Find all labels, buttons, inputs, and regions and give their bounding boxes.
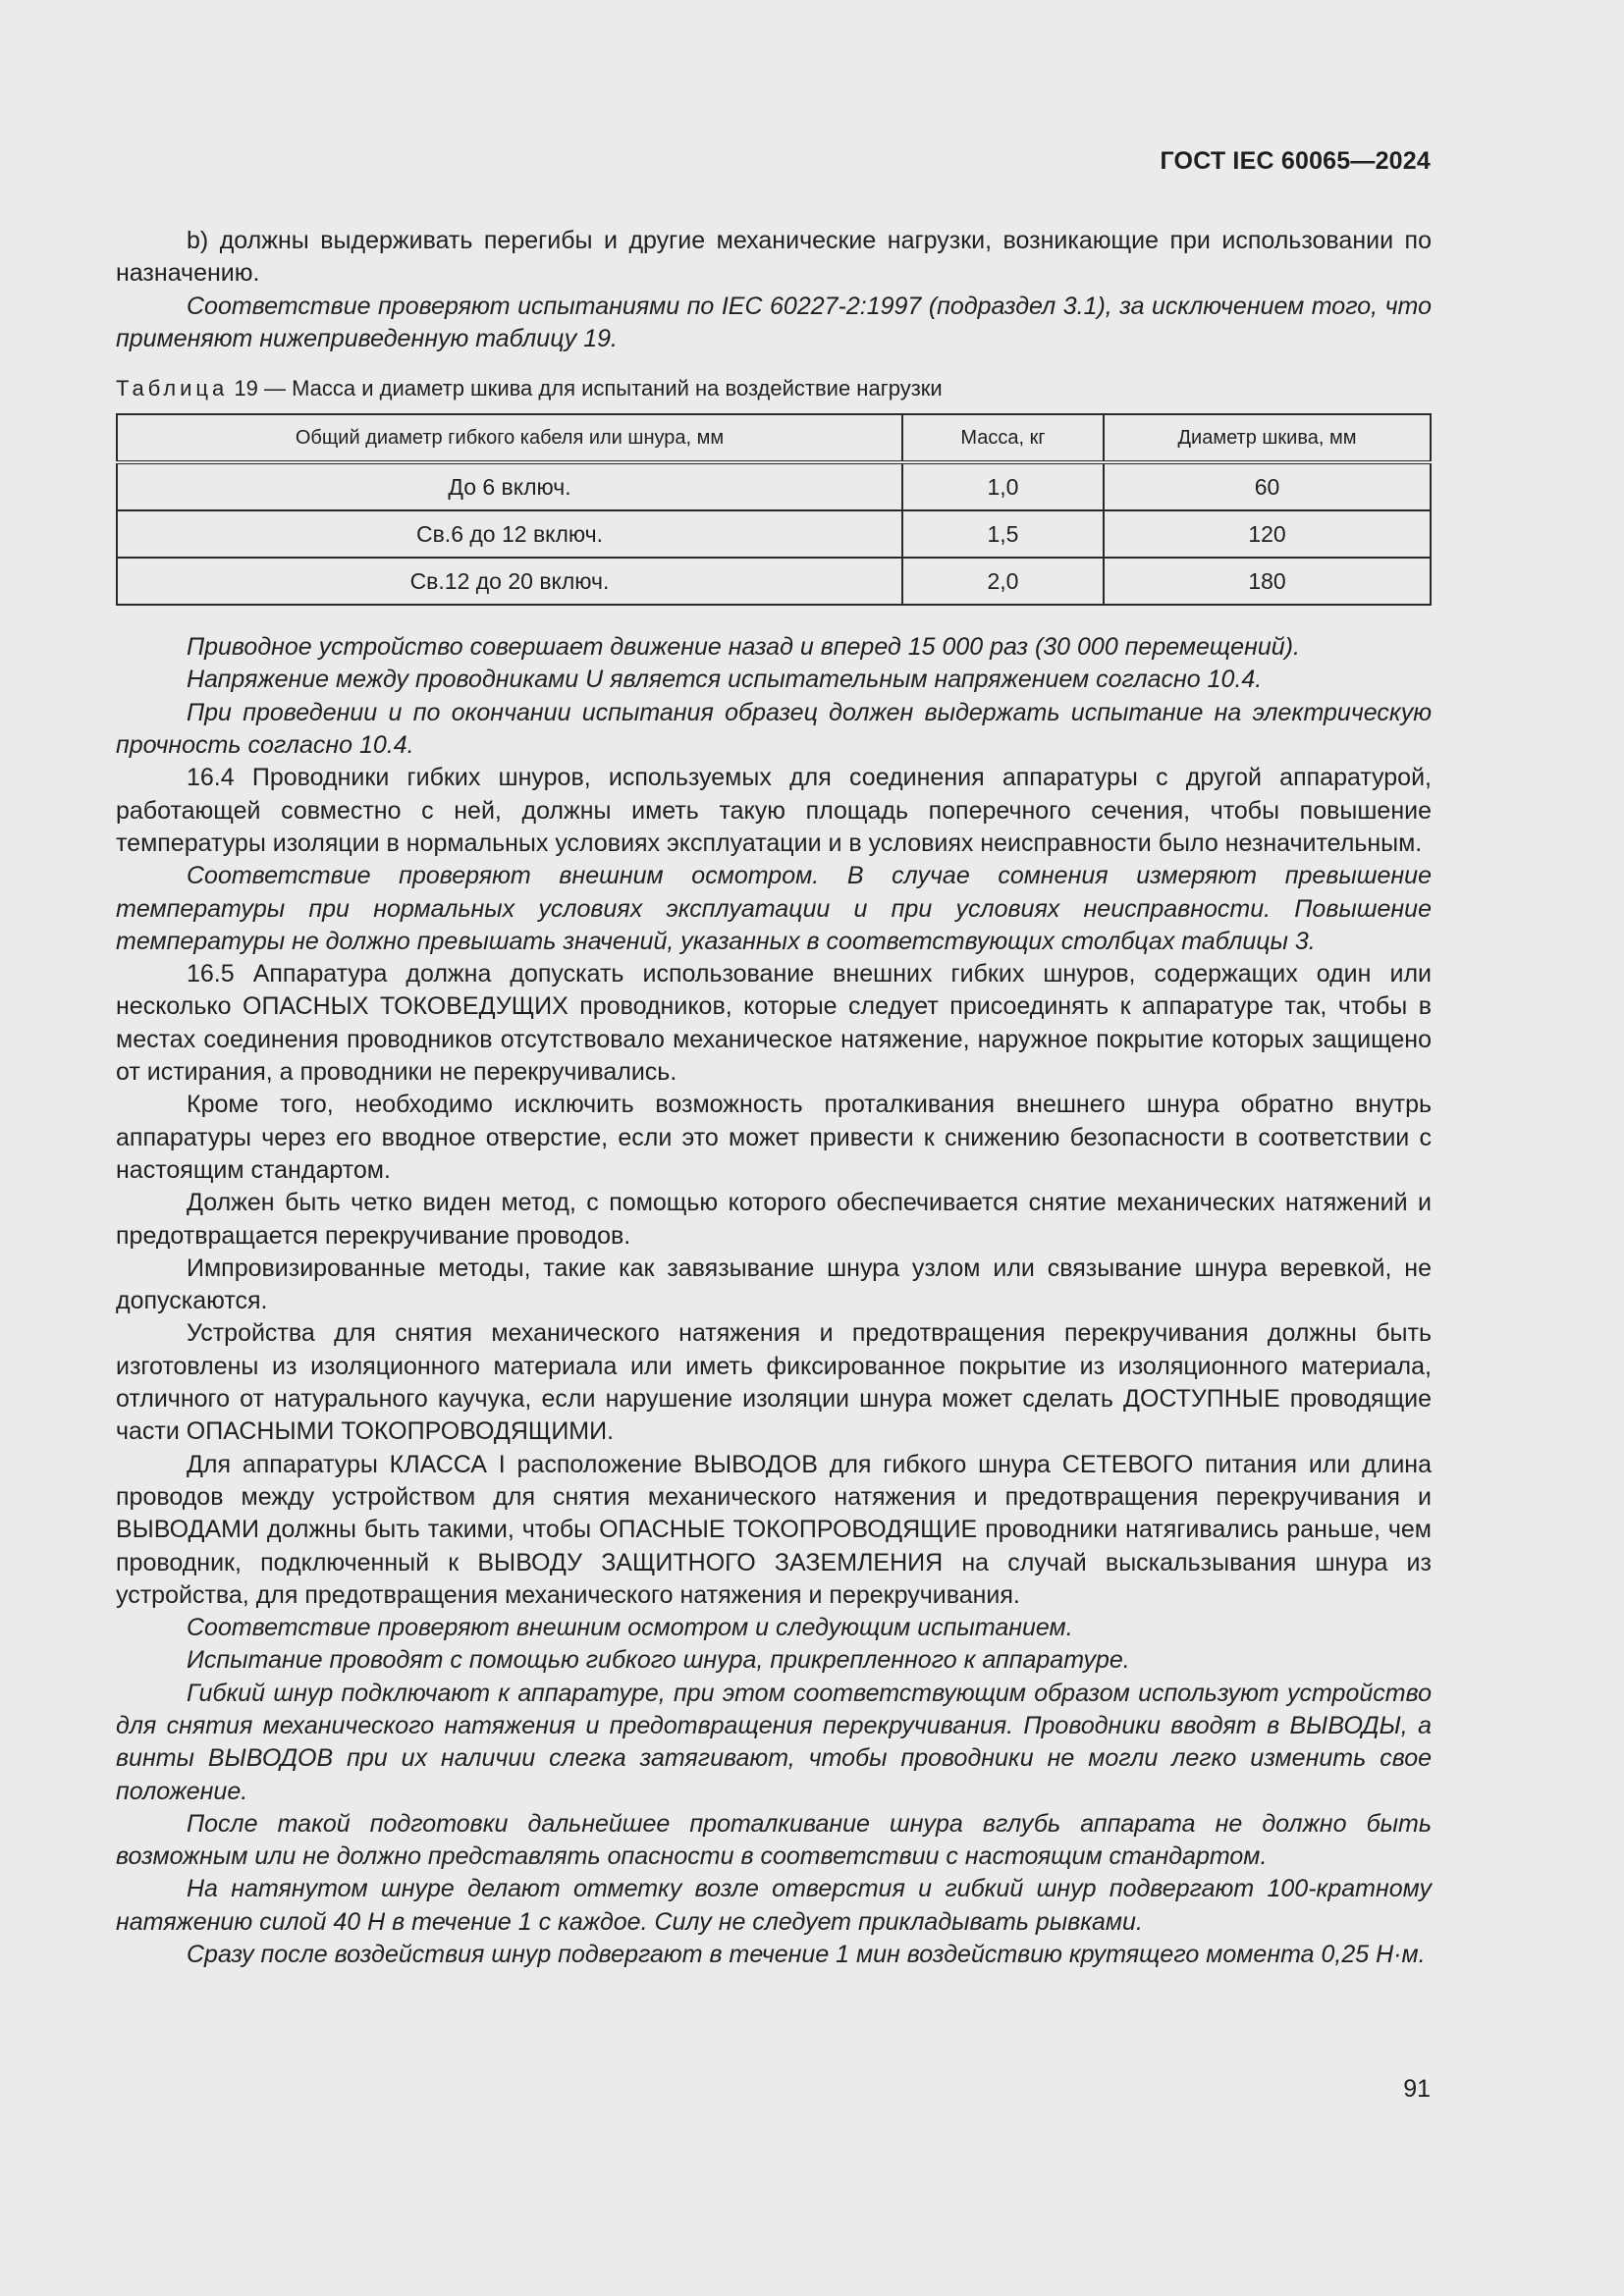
table-cell: 1,5 <box>902 510 1104 558</box>
paragraph: 16.4 Проводники гибких шнуров, используемых для соединения аппаратуры с другой аппаратурой, работающей совместно с ней, должны иметь такую площадь поперечного сечения, чтобы повышение температуры изоляции в нормальных условиях эксплуатации и в условиях неисправности было незначительным. <box>116 764 1432 857</box>
table-row <box>117 558 1431 605</box>
table-header-row <box>117 414 1431 462</box>
table-cell: До 6 включ. <box>117 462 902 510</box>
paragraph: Испытание проводят с помощью гибкого шнура, прикрепленного к аппаратуре. <box>187 1646 1130 1675</box>
header-cell-diameter: Общий диаметр гибкого кабеля или шнура, мм <box>117 414 902 462</box>
table-cell: Св.6 до 12 включ. <box>117 510 902 558</box>
paragraph: Напряжение между проводниками U является испытательным напряжением согласно 10.4. <box>187 666 1263 694</box>
paragraph: Приводное устройство совершает движение назад и вперед 15 000 раз (30 000 перемещений). <box>187 633 1300 662</box>
table-cell: 2,0 <box>902 558 1104 605</box>
paragraph: Для аппаратуры КЛАССА I расположение ВЫВОДОВ для гибкого шнура СЕТЕВОГО питания или длина проводов между устройством для снятия механического натяжения и предотвращения перекручивания и ВЫВОДАМИ должны быть такими, чтобы ОПАСНЫЕ ТОКОПРОВОДЯЩИЕ проводники натягивались раньше, чем проводник, подключенный к ВЫВОДУ ЗАЩИТНОГО ЗАЗЕМЛЕНИЯ на случай выскальзывания шнура из устройства, для предотвращения механического натяжения и перекручивания. <box>116 1450 1432 1609</box>
page-number: 91 <box>1403 2075 1431 2103</box>
table-caption-title: 19 — Масса и диаметр шкива для испытаний на воздействие нагрузки <box>228 376 943 401</box>
table-cell: 180 <box>1104 558 1431 605</box>
table-row <box>117 462 1431 510</box>
header-cell-mass: Масса, кг <box>902 414 1104 462</box>
paragraph: Импровизированные методы, такие как завязывание шнура узлом или связывание шнура веревкой, не допускаются. <box>116 1254 1432 1315</box>
paragraph: На натянутом шнуре делают отметку возле отверстия и гибкий шнур подвергают 100-кратному натяжению силой 40 Н в течение 1 с каждое. Силу не следует прикладывать рывками. <box>116 1875 1432 1936</box>
table-row <box>117 510 1431 558</box>
paragraph: После такой подготовки дальнейшее проталкивание шнура вглубь аппарата не должно быть возможным или не должно представлять опасности в соответствии с настоящим стандартом. <box>116 1809 1432 1871</box>
paragraph: Кроме того, необходимо исключить возможность проталкивания внешнего шнура обратно внутрь аппаратуры через его вводное отверстие, если это может привести к снижению безопасности в соответствии с настоящим стандартом. <box>116 1091 1432 1184</box>
paragraph: Устройства для снятия механического натяжения и предотвращения перекручивания должны быть изготовлены из изоляционного материала или иметь фиксированное покрытие из изоляционного материала, отличного от натурального каучука, если нарушение изоляции шнура может сделать ДОСТУПНЫЕ проводящие части ОПАСНЫМИ ТОКОПРОВОДЯЩИМИ. <box>116 1319 1432 1446</box>
paragraph: Должен быть четко виден метод, с помощью которого обеспечивается снятие механических натяжений и предотвращается перекручивание проводов. <box>116 1189 1432 1250</box>
body-text <box>116 631 1432 1971</box>
paragraph: Сразу после воздействия шнур подвергают в течение 1 мин воздействию крутящего момента 0,25 Н·м. <box>187 1941 1426 1969</box>
paragraph: 16.5 Аппаратура должна допускать использование внешних гибких шнуров, содержащих один или несколько ОПАСНЫХ ТОКОВЕДУЩИХ проводников, которые следует присоединять к аппаратуре так, чтобы в местах соединения проводников отсутствовало механическое натяжение, наружное покрытие которых защищено от истирания, а проводники не перекручивались. <box>116 960 1432 1087</box>
paragraph: Соответствие проверяют внешним осмотром и следующим испытанием. <box>187 1614 1073 1642</box>
paragraph: Соответствие проверяют внешним осмотром. В случае сомнения измеряют превышение температуры при нормальных условиях эксплуатации и при условиях неисправности. Повышение температуры не должно превышать значений, указанных в соответствующих столбцах таблицы 3. <box>116 862 1432 955</box>
table-cell: Св.12 до 20 включ. <box>117 558 902 605</box>
paragraph: Гибкий шнур подключают к аппаратуре, при этом соответствующим образом используют устройство для снятия механического натяжения и предотвращения перекручивания. Проводники вводят в ВЫВОДЫ, а винты ВЫВОДОВ при их наличии слегка затягивают, чтобы проводники не могли легко изменить свое положение. <box>116 1679 1432 1805</box>
table-cell: 120 <box>1104 510 1431 558</box>
table-cell: 60 <box>1104 462 1431 510</box>
paragraph: b) должны выдерживать перегибы и другие механические нагрузки, возникающие при использовании по назначению. <box>116 227 1432 288</box>
page-content <box>116 225 1432 1971</box>
standard-header: ГОСТ IEC 60065—2024 <box>1160 147 1431 175</box>
table-cell: 1,0 <box>902 462 1104 510</box>
table-caption <box>116 375 1432 402</box>
header-cell-pulley: Диаметр шкива, мм <box>1104 414 1431 462</box>
paragraph: Соответствие проверяют испытаниями по IEC 60227-2:1997 (подраздел 3.1), за исключением того, что применяют нижеприведенную таблицу 19. <box>116 292 1432 352</box>
paragraph: При проведении и по окончании испытания образец должен выдержать испытание на электрическую прочность согласно 10.4. <box>116 698 1432 760</box>
load-test-table <box>116 413 1432 606</box>
table-caption-prefix: Таблица <box>116 376 229 401</box>
